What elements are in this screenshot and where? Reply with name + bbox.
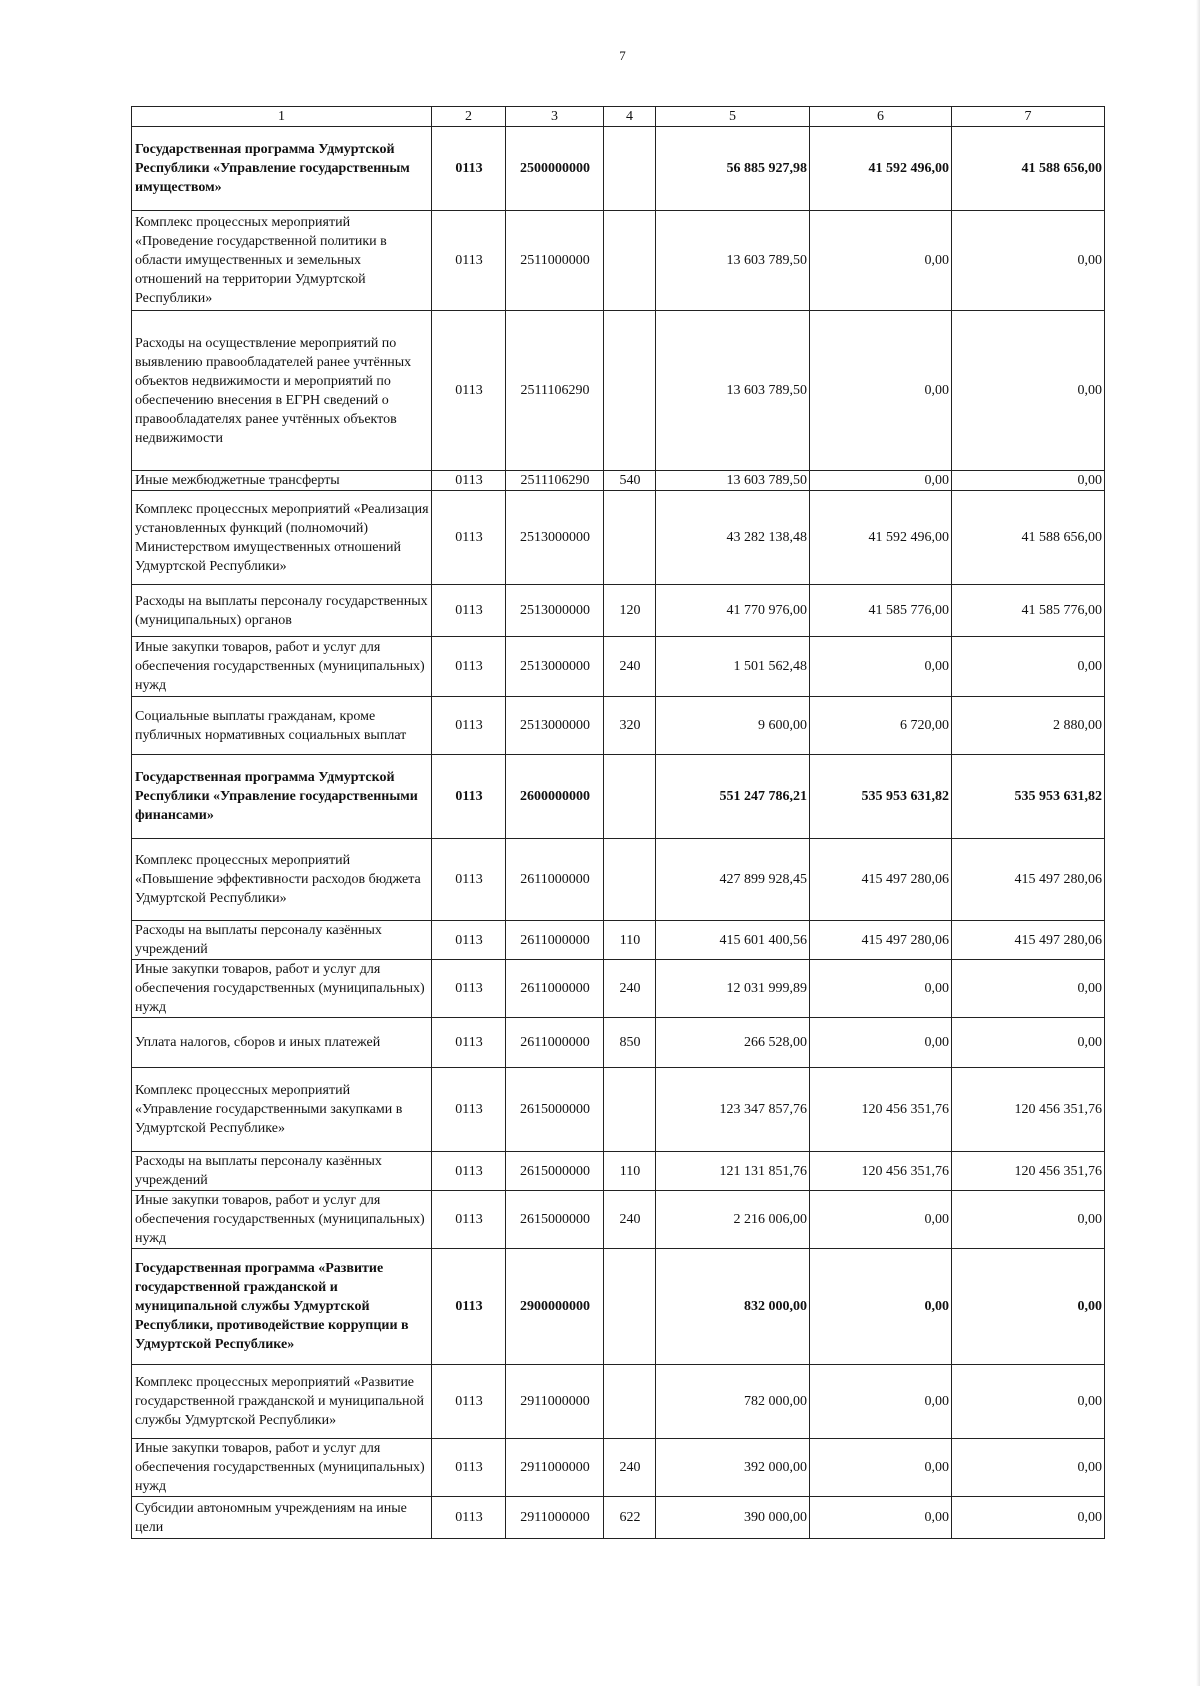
row-section-code: 0113 (432, 1249, 506, 1365)
row-section-code: 0113 (432, 1439, 506, 1497)
row-expense-type (604, 1249, 656, 1365)
row-amount-col7: 0,00 (952, 311, 1105, 471)
table-row (132, 1439, 1105, 1497)
row-name: Иные закупки товаров, работ и услуг для обеспечения государственных (муниципальных) нужд (132, 1439, 432, 1497)
table-row (132, 311, 1105, 471)
row-section-code: 0113 (432, 1068, 506, 1152)
table-row (132, 1152, 1105, 1191)
row-amount-col7: 0,00 (952, 211, 1105, 311)
row-target-code: 2900000000 (506, 1249, 604, 1365)
row-amount-col6: 41 585 776,00 (810, 585, 952, 637)
row-name: Государственная программа Удмуртской Республики «Управление государственным имуществом» (132, 127, 432, 211)
row-section-code: 0113 (432, 585, 506, 637)
column-number: 1 (132, 107, 432, 127)
row-amount-col6: 0,00 (810, 1365, 952, 1439)
column-number: 5 (656, 107, 810, 127)
row-amount-col7: 535 953 631,82 (952, 755, 1105, 839)
row-amount-col5: 1 501 562,48 (656, 637, 810, 697)
row-amount-col7: 120 456 351,76 (952, 1152, 1105, 1191)
table-row (132, 1191, 1105, 1249)
row-section-code: 0113 (432, 1497, 506, 1539)
row-amount-col7: 41 588 656,00 (952, 127, 1105, 211)
row-name: Иные закупки товаров, работ и услуг для обеспечения государственных (муниципальных) нужд (132, 1191, 432, 1249)
row-amount-col6: 6 720,00 (810, 697, 952, 755)
row-amount-col7: 0,00 (952, 1018, 1105, 1068)
row-name: Государственная программа «Развитие государственной гражданской и муниципальной службы Удмуртской Республики, противодействие коррупции в Удмуртской Республике» (132, 1249, 432, 1365)
table-row (132, 1249, 1105, 1365)
row-amount-col6: 0,00 (810, 1497, 952, 1539)
row-expense-type: 540 (604, 471, 656, 491)
row-amount-col7: 41 585 776,00 (952, 585, 1105, 637)
row-target-code: 2600000000 (506, 755, 604, 839)
row-target-code: 2511000000 (506, 211, 604, 311)
row-expense-type: 240 (604, 1191, 656, 1249)
table-row (132, 585, 1105, 637)
row-amount-col7: 415 497 280,06 (952, 921, 1105, 960)
row-name: Иные закупки товаров, работ и услуг для обеспечения государственных (муниципальных) нужд (132, 637, 432, 697)
row-amount-col7: 120 456 351,76 (952, 1068, 1105, 1152)
row-amount-col6: 0,00 (810, 211, 952, 311)
row-section-code: 0113 (432, 921, 506, 960)
table-row (132, 491, 1105, 585)
row-expense-type (604, 127, 656, 211)
row-amount-col7: 0,00 (952, 1365, 1105, 1439)
row-amount-col7: 0,00 (952, 471, 1105, 491)
row-amount-col6: 0,00 (810, 1439, 952, 1497)
table-row (132, 211, 1105, 311)
row-target-code: 2611000000 (506, 1018, 604, 1068)
row-amount-col6: 120 456 351,76 (810, 1068, 952, 1152)
row-section-code: 0113 (432, 127, 506, 211)
row-target-code: 2611000000 (506, 839, 604, 921)
row-section-code: 0113 (432, 311, 506, 471)
row-expense-type: 240 (604, 637, 656, 697)
row-amount-col5: 123 347 857,76 (656, 1068, 810, 1152)
table-row (132, 921, 1105, 960)
row-target-code: 2611000000 (506, 960, 604, 1018)
row-name: Иные закупки товаров, работ и услуг для обеспечения государственных (муниципальных) нужд (132, 960, 432, 1018)
row-amount-col7: 0,00 (952, 960, 1105, 1018)
row-target-code: 2513000000 (506, 697, 604, 755)
column-number: 2 (432, 107, 506, 127)
row-target-code: 2511106290 (506, 311, 604, 471)
row-name: Комплекс процессных мероприятий «Развитие государственной гражданской и муниципальной службы Удмуртской Республики» (132, 1365, 432, 1439)
row-target-code: 2911000000 (506, 1365, 604, 1439)
row-target-code: 2615000000 (506, 1152, 604, 1191)
column-number: 4 (604, 107, 656, 127)
column-number: 6 (810, 107, 952, 127)
row-section-code: 0113 (432, 491, 506, 585)
row-target-code: 2513000000 (506, 637, 604, 697)
row-amount-col5: 266 528,00 (656, 1018, 810, 1068)
row-expense-type (604, 1068, 656, 1152)
row-amount-col5: 427 899 928,45 (656, 839, 810, 921)
table-row (132, 839, 1105, 921)
row-amount-col6: 415 497 280,06 (810, 921, 952, 960)
row-amount-col5: 9 600,00 (656, 697, 810, 755)
table-row (132, 637, 1105, 697)
row-amount-col5: 121 131 851,76 (656, 1152, 810, 1191)
row-target-code: 2615000000 (506, 1191, 604, 1249)
row-expense-type (604, 491, 656, 585)
row-amount-col6: 0,00 (810, 960, 952, 1018)
row-expense-type: 622 (604, 1497, 656, 1539)
column-number-row (132, 107, 1105, 127)
row-section-code: 0113 (432, 637, 506, 697)
row-name: Расходы на осуществление мероприятий по выявлению правообладателей ранее учтённых объектов недвижимости и мероприятий по обеспечению внесения в ЕГРН сведений о правообладателях ранее учтённых объектов недвижимости (132, 311, 432, 471)
row-amount-col5: 12 031 999,89 (656, 960, 810, 1018)
row-target-code: 2500000000 (506, 127, 604, 211)
row-amount-col7: 0,00 (952, 1439, 1105, 1497)
row-amount-col6: 0,00 (810, 1018, 952, 1068)
row-expense-type (604, 839, 656, 921)
column-number: 7 (952, 107, 1105, 127)
row-section-code: 0113 (432, 471, 506, 491)
row-expense-type: 110 (604, 921, 656, 960)
row-expense-type: 240 (604, 960, 656, 1018)
row-expense-type: 110 (604, 1152, 656, 1191)
row-name: Комплекс процессных мероприятий «Управление государственными закупками в Удмуртской Республике» (132, 1068, 432, 1152)
row-amount-col7: 0,00 (952, 1497, 1105, 1539)
row-section-code: 0113 (432, 839, 506, 921)
row-name: Комплекс процессных мероприятий «Проведение государственной политики в области имущественных и земельных отношений на территории Удмуртской Республики» (132, 211, 432, 311)
row-name: Расходы на выплаты персоналу государственных (муниципальных) органов (132, 585, 432, 637)
row-expense-type: 120 (604, 585, 656, 637)
row-amount-col7: 0,00 (952, 1191, 1105, 1249)
row-expense-type (604, 755, 656, 839)
table-row (132, 1068, 1105, 1152)
row-section-code: 0113 (432, 755, 506, 839)
row-section-code: 0113 (432, 1018, 506, 1068)
row-target-code: 2911000000 (506, 1439, 604, 1497)
row-amount-col7: 0,00 (952, 1249, 1105, 1365)
row-amount-col5: 41 770 976,00 (656, 585, 810, 637)
row-amount-col5: 392 000,00 (656, 1439, 810, 1497)
row-amount-col7: 41 588 656,00 (952, 491, 1105, 585)
row-name: Комплекс процессных мероприятий «Повышение эффективности расходов бюджета Удмуртской Республики» (132, 839, 432, 921)
table-row (132, 697, 1105, 755)
table-row (132, 471, 1105, 491)
page-number: 7 (619, 48, 626, 63)
row-amount-col7: 2 880,00 (952, 697, 1105, 755)
row-section-code: 0113 (432, 211, 506, 311)
row-name: Расходы на выплаты персоналу казённых учреждений (132, 1152, 432, 1191)
row-amount-col5: 551 247 786,21 (656, 755, 810, 839)
row-name: Иные межбюджетные трансферты (132, 471, 432, 491)
row-amount-col6: 120 456 351,76 (810, 1152, 952, 1191)
row-amount-col5: 390 000,00 (656, 1497, 810, 1539)
row-expense-type (604, 211, 656, 311)
row-amount-col5: 13 603 789,50 (656, 311, 810, 471)
row-amount-col6: 0,00 (810, 637, 952, 697)
row-amount-col5: 415 601 400,56 (656, 921, 810, 960)
column-number: 3 (506, 107, 604, 127)
row-section-code: 0113 (432, 1152, 506, 1191)
row-amount-col5: 13 603 789,50 (656, 211, 810, 311)
table-row (132, 1018, 1105, 1068)
row-expense-type: 240 (604, 1439, 656, 1497)
scan-edge (1196, 0, 1200, 1686)
row-name: Комплекс процессных мероприятий «Реализация установленных функций (полномочий) Министерством имущественных отношений Удмуртской Республики» (132, 491, 432, 585)
row-target-code: 2511106290 (506, 471, 604, 491)
row-target-code: 2611000000 (506, 921, 604, 960)
row-amount-col6: 0,00 (810, 471, 952, 491)
row-amount-col7: 0,00 (952, 637, 1105, 697)
row-target-code: 2615000000 (506, 1068, 604, 1152)
row-amount-col6: 0,00 (810, 1191, 952, 1249)
row-section-code: 0113 (432, 697, 506, 755)
row-amount-col5: 832 000,00 (656, 1249, 810, 1365)
row-section-code: 0113 (432, 1365, 506, 1439)
row-amount-col5: 43 282 138,48 (656, 491, 810, 585)
row-amount-col5: 56 885 927,98 (656, 127, 810, 211)
row-amount-col5: 13 603 789,50 (656, 471, 810, 491)
row-amount-col5: 2 216 006,00 (656, 1191, 810, 1249)
row-name: Субсидии автономным учреждениям на иные цели (132, 1497, 432, 1539)
row-target-code: 2911000000 (506, 1497, 604, 1539)
row-amount-col6: 415 497 280,06 (810, 839, 952, 921)
row-name: Социальные выплаты гражданам, кроме публичных нормативных социальных выплат (132, 697, 432, 755)
row-name: Государственная программа Удмуртской Республики «Управление государственными финансами» (132, 755, 432, 839)
row-amount-col6: 0,00 (810, 311, 952, 471)
row-amount-col6: 41 592 496,00 (810, 491, 952, 585)
row-expense-type: 320 (604, 697, 656, 755)
row-section-code: 0113 (432, 1191, 506, 1249)
row-name: Расходы на выплаты персоналу казённых учреждений (132, 921, 432, 960)
table-row (132, 127, 1105, 211)
row-target-code: 2513000000 (506, 491, 604, 585)
row-expense-type (604, 311, 656, 471)
row-amount-col6: 0,00 (810, 1249, 952, 1365)
row-amount-col6: 535 953 631,82 (810, 755, 952, 839)
table-row (132, 1497, 1105, 1539)
row-amount-col7: 415 497 280,06 (952, 839, 1105, 921)
table-row (132, 960, 1105, 1018)
row-target-code: 2513000000 (506, 585, 604, 637)
row-section-code: 0113 (432, 960, 506, 1018)
table-row (132, 1365, 1105, 1439)
budget-table (131, 106, 1105, 1539)
row-expense-type (604, 1365, 656, 1439)
row-name: Уплата налогов, сборов и иных платежей (132, 1018, 432, 1068)
table-row (132, 755, 1105, 839)
row-expense-type: 850 (604, 1018, 656, 1068)
row-amount-col6: 41 592 496,00 (810, 127, 952, 211)
row-amount-col5: 782 000,00 (656, 1365, 810, 1439)
